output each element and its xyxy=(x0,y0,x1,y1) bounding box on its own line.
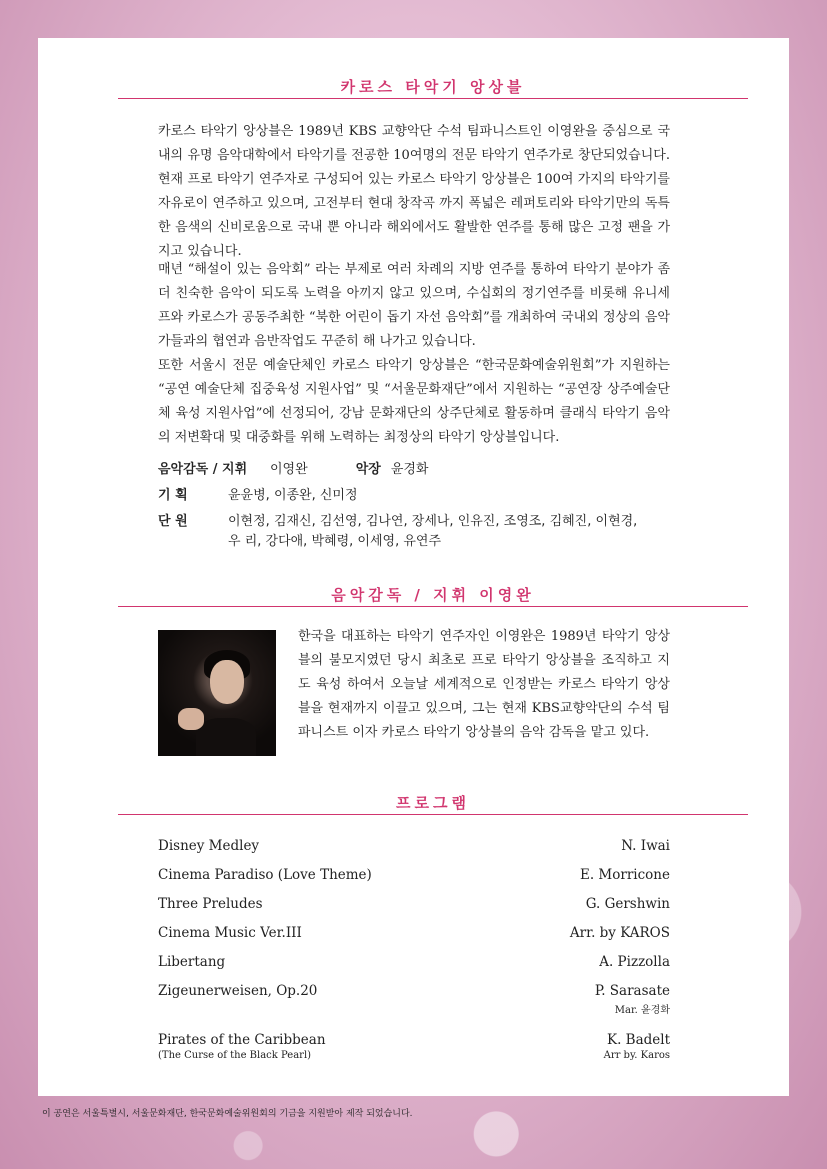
director-name: 이영완 xyxy=(270,462,308,477)
intro-paragraph: 매년 “해설이 있는 음악회” 라는 부제로 여러 차례의 지방 연주를 통하여 타악기 분야가 좀 더 친숙한 음악이 되도록 노력을 아끼지 않고 있으며, 수십회의 정기연주를 비롯해 유니세프와 카로스가 공동주최한 “북한 어린이 돕기 자선 음악회”를 개최하여 국내외 정상의 음악가들과의 협연과 음반작업도 꾸준히 해 나가고 있습니다. xyxy=(158,262,670,349)
members-line-1: 이현정, 김재신, 김선영, 김나연, 장세나, 인유진, 조영조, 김혜진, 이현경, xyxy=(228,514,638,529)
conductor-section-title: 음악감독 / 지휘 이영완 xyxy=(331,586,535,604)
program-piece: Cinema Music Ver.III xyxy=(158,925,302,941)
members-line-2: 우 리, 강다애, 박혜령, 이세영, 유연주 xyxy=(228,534,442,549)
program-composer: N. Iwai xyxy=(621,838,670,854)
conductor-bio: 한국을 대표하는 타악기 연주자인 이영완은 1989년 타악기 앙상블의 불모지였던 당시 최초로 프로 타악기 앙상블을 조직하고 지도 육성 하여서 오늘날 세계적으로 인정받는 카로스 타악기 앙상블을 현재까지 이끌고 있으며, 그는 현재 KBS교향악단의 수석 팀파니스트 이자 카로스 타악기 앙상블의 음악 감독을 맡고 있다. xyxy=(298,629,670,740)
program-composer-block xyxy=(595,983,670,1016)
program-item xyxy=(158,867,670,883)
section-divider xyxy=(118,814,748,815)
program-composer: E. Morricone xyxy=(580,867,670,883)
planning-names: 윤윤병, 이종완, 신미정 xyxy=(228,488,358,503)
program-composer: P. Sarasate xyxy=(594,983,670,999)
members-label: 단 원 xyxy=(158,514,188,529)
program-piece: Zigeunerweisen, Op.20 xyxy=(158,983,318,999)
intro-paragraph: 또한 서울시 전문 예술단체인 카로스 타악기 앙상블은 “한국문화예술위원회”가 지원하는 “공연 예술단체 집중육성 지원사업” 및 “서울문화재단”에서 지원하는 “공연장 상주예술단체 육성 지원사업”에 선정되어, 강남 문화재단의 상주단체로 활동하며 클래식 타악기 음악의 저변확대 및 대중화를 위해 노력하는 최정상의 타악기 앙상블입니다. xyxy=(158,358,670,445)
credits-row-members xyxy=(158,512,678,532)
credits-row-director xyxy=(158,460,678,480)
program-composer-note: Arr by. Karos xyxy=(603,1050,670,1061)
section-divider xyxy=(118,606,748,607)
credits-row-planning xyxy=(158,486,678,506)
program-piece: Pirates of the Caribbean xyxy=(158,1032,326,1048)
credits-row-members-cont xyxy=(158,532,678,552)
program-composer-note: Mar. 윤경화 xyxy=(614,1005,670,1016)
program-composer: A. Pizzolla xyxy=(599,954,670,970)
leader-name: 윤경화 xyxy=(390,462,429,477)
program-item xyxy=(158,954,670,970)
program-item xyxy=(158,1032,670,1061)
leader-label: 악장 xyxy=(355,462,381,477)
program-item xyxy=(158,983,670,1016)
program-piece-block xyxy=(158,1032,326,1061)
footer-note: 이 공연은 서울특별시, 서울문화재단, 한국문화예술위원회의 기금을 지원받아 제작 되었습니다. xyxy=(42,1109,413,1119)
program-section-title: 프로그램 xyxy=(396,794,470,812)
conductor-photo xyxy=(158,630,276,756)
section-divider xyxy=(118,98,748,99)
program-composer: K. Badelt xyxy=(606,1032,670,1048)
program-piece: Three Preludes xyxy=(158,896,263,912)
ensemble-section-title: 카로스 타악기 앙상블 xyxy=(340,78,526,96)
planning-label: 기 획 xyxy=(158,488,188,503)
intro-paragraph: 카로스 타악기 앙상블은 1989년 KBS 교향악단 수석 팀파니스트인 이영완을 중심으로 국내의 유명 음악대학에서 타악기를 전공한 10여명의 전문 타악기 연주가로 창단되었습니다. 현재 프로 타악기 연주자로 구성되어 있는 카로스 타악기 앙상블은 100여 가지의 타악기를 자유로이 연주하고 있으며, 고전부터 현대 창작곡 까지 폭넓은 레퍼토리와 타악기만의 독특한 음색의 신비로움으로 국내 뿐 아니라 해외에서도 활발한 연주를 통해 많은 고정 팬을 가지고 있습니다. xyxy=(158,124,670,259)
program-composer-block xyxy=(604,1032,670,1061)
director-label: 음악감독 / 지휘 xyxy=(158,462,248,477)
program-item xyxy=(158,925,670,941)
program-composer: Arr. by KAROS xyxy=(569,925,670,941)
program-piece: Libertang xyxy=(158,954,226,970)
credits-block xyxy=(158,460,678,558)
program-item xyxy=(158,838,670,854)
program-piece-note: (The Curse of the Black Pearl) xyxy=(158,1050,312,1061)
program-piece: Disney Medley xyxy=(158,838,260,854)
program-composer: G. Gershwin xyxy=(585,896,670,912)
program-item xyxy=(158,896,670,912)
program-piece: Cinema Paradiso (Love Theme) xyxy=(158,867,372,883)
